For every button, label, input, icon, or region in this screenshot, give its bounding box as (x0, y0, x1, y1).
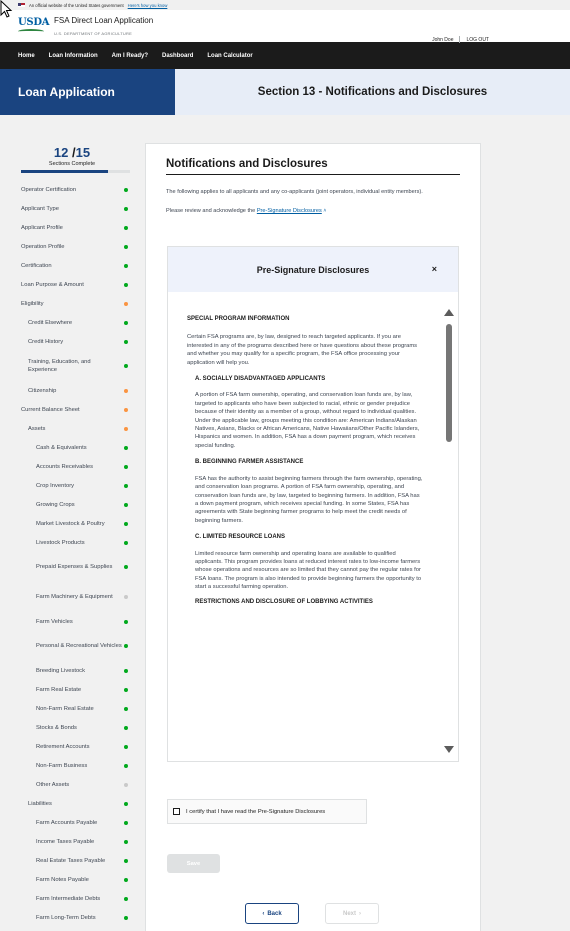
progress-bar-fill (21, 170, 108, 173)
sidebar-item-label: Farm Vehicles (36, 618, 73, 625)
department-name: U.S. DEPARTMENT OF AGRICULTURE (54, 31, 132, 36)
status-dot-icon (124, 688, 128, 692)
title-bar (0, 69, 570, 115)
status-dot-icon (124, 226, 128, 230)
disclosure-scrollbar[interactable] (444, 309, 453, 761)
back-button[interactable] (245, 903, 299, 924)
status-dot-icon (124, 802, 128, 806)
status-dot-icon (124, 745, 128, 749)
c-text: Limited resource farm ownership and operating loans are available to qualified applicants. This program provides loans at reduced interest rates to low-income farmers whose operations and resources are so limited that they cannot pay the regular rates for FSA loans. The program is also intended to provide beginning farmers the opportunity to start a successful farming operation. (195, 550, 422, 591)
sidebar-item[interactable] (0, 813, 144, 832)
status-dot-icon (124, 620, 128, 624)
sidebar-item-label: Credit History (28, 338, 64, 345)
back-label: Back (267, 910, 282, 917)
sidebar-item-label: Non-Farm Real Estate (36, 705, 94, 712)
sidebar-item[interactable] (0, 737, 144, 756)
sidebar-item-label: Certification (21, 262, 52, 269)
app-title: FSA Direct Loan Application (54, 16, 154, 25)
progress-total: 15 (75, 145, 91, 160)
nav-am-i-ready[interactable]: Am I Ready? (111, 52, 149, 59)
disclosure-body (187, 315, 423, 606)
c-heading: C. LIMITED RESOURCE LOANS (195, 534, 286, 541)
header-titles (54, 16, 153, 36)
section-sidebar (0, 115, 144, 927)
sidebar-item-label: Personal & Recreational Vehicles (36, 643, 122, 649)
sidebar-item-label: Applicant Profile (21, 224, 63, 231)
progress-count: 12 /15 (53, 145, 91, 160)
sidebar-item[interactable] (0, 661, 144, 680)
certify-checkbox[interactable] (173, 808, 180, 815)
sidebar-item[interactable] (0, 718, 144, 737)
sidebar-item-label: Liabilities (28, 800, 52, 807)
status-dot-icon (124, 302, 128, 306)
d-heading: RESTRICTIONS AND DISCLOSURE OF LOBBYING ACTIVITIES (195, 598, 373, 605)
sidebar-item-label: Other Assets (36, 781, 70, 788)
sidebar-item-label: Applicant Type (21, 205, 59, 212)
nav-dashboard[interactable]: Dashboard (162, 52, 194, 59)
usda-logo-text: USDA (18, 17, 50, 28)
site-header (0, 10, 570, 42)
status-dot-icon (124, 264, 128, 268)
status-dot-icon (124, 446, 128, 450)
review-line (166, 208, 460, 214)
sidebar-item-label: Growing Crops (36, 501, 75, 508)
status-dot-icon (124, 408, 128, 412)
sidebar-item[interactable] (0, 332, 144, 351)
special-text: Certain FSA programs are, by law, designed to reach targeted applicants. If you are interested in any of the programs described here or have questions about these programs and whether you may qualify for a specific program, the FSA office processing your application will help you. (187, 334, 418, 366)
b-heading: B. BEGINNING FARMER ASSISTANCE (195, 459, 304, 466)
progress-current: 12 (53, 145, 69, 160)
next-button[interactable] (325, 903, 379, 924)
sidebar-item-label: Operation Profile (21, 243, 65, 250)
sidebar-item-label: Training, Education, and Experience (28, 359, 91, 373)
usda-swoosh-icon (18, 29, 44, 34)
sidebar-item[interactable] (0, 351, 144, 381)
status-dot-icon (124, 389, 128, 393)
sidebar-item-label: Livestock Products (36, 539, 85, 546)
sidebar-item-label: Market Livestock & Poultry (36, 520, 105, 527)
sidebar-item-label: Farm Accounts Payable (36, 819, 98, 826)
status-dot-icon (124, 878, 128, 882)
sidebar-item[interactable] (0, 457, 144, 476)
sidebar-item-label: Real Estate Taxes Payable (36, 857, 106, 864)
sidebar-item[interactable] (0, 775, 144, 794)
us-flag-icon (18, 3, 25, 7)
pre-signature-disclosures-link[interactable]: Pre-Signature Disclosures (256, 208, 322, 214)
status-dot-icon (124, 783, 128, 787)
status-dot-icon (124, 522, 128, 526)
sidebar-item[interactable] (0, 680, 144, 699)
sidebar-item[interactable] (0, 256, 144, 275)
page-title: Loan Application (0, 69, 175, 115)
sidebar-item-label: Farm Machinery & Equipment (36, 594, 113, 600)
sidebar-item-label: Accounts Receivables (36, 463, 94, 470)
sidebar-item[interactable] (0, 514, 144, 533)
sidebar-item-label: Farm Intermediate Debts (36, 895, 101, 902)
special-heading: SPECIAL PROGRAM INFORMATION (187, 316, 290, 322)
sidebar-item-label: Current Balance Sheet (21, 406, 80, 413)
status-dot-icon (124, 644, 128, 648)
sidebar-item[interactable] (0, 612, 144, 631)
logout-link[interactable]: LOG OUT (466, 36, 489, 43)
sidebar-item[interactable] (0, 476, 144, 495)
sidebar-item[interactable] (0, 699, 144, 718)
status-dot-icon (124, 859, 128, 863)
nav-loan-calculator[interactable]: Loan Calculator (207, 52, 253, 59)
sidebar-item[interactable] (0, 419, 144, 438)
card-heading: Notifications and Disclosures (166, 144, 460, 175)
status-dot-icon (124, 897, 128, 901)
next-label: Next (342, 910, 356, 917)
status-dot-icon (124, 707, 128, 711)
certify-label: I certify that I have read the Pre-Signature Disclosures (186, 808, 326, 815)
sidebar-item-label: Non-Farm Business (36, 762, 88, 769)
sidebar-item-label: Citizenship (28, 387, 57, 394)
progress-bar (21, 170, 130, 173)
disclosure-panel (167, 246, 459, 762)
status-dot-icon (124, 465, 128, 469)
sidebar-item[interactable] (0, 237, 144, 256)
a-text: A portion of FSA farm ownership, operating, and conservation loan funds are, by law, targeted to applicants who have been subjected to racial, ethnic or gender prejudice because of their identity as a member of a group, without regard to individual qualities. Under the applicable law, groups meeting this condition are: American Indians/Alaskan Natives, Asians, Blacks or African Americans, Native Hawaiians/Other Pacific Islanders, Hispanics and women. In addition, FSA has a down payment program, which receives special funding. (195, 392, 420, 449)
sidebar-item-label: Farm Notes Payable (36, 876, 89, 883)
progress-label: Sections Complete (48, 161, 96, 167)
sidebar-item-label: Cash & Equivalents (36, 444, 87, 451)
sidebar-item[interactable] (0, 832, 144, 851)
nav-loan-information[interactable]: Loan Information (48, 52, 98, 59)
status-dot-icon (124, 321, 128, 325)
mouse-pointer-icon (0, 0, 14, 18)
chevron-up-icon: ˄ (323, 208, 327, 214)
sidebar-item-label: Breeding Livestock (36, 667, 85, 674)
sidebar-item-label: Income Taxes Payable (36, 838, 95, 845)
sidebar-item[interactable] (0, 275, 144, 294)
gov-banner (0, 0, 570, 10)
sidebar-item[interactable] (0, 851, 144, 870)
sidebar-item-label: Farm Long-Term Debts (36, 914, 96, 921)
main-card (145, 143, 481, 931)
status-dot-icon (124, 207, 128, 211)
status-dot-icon (124, 484, 128, 488)
sidebar-item-label: Operator Certification (21, 186, 77, 193)
status-dot-icon (124, 595, 128, 599)
chevron-left-icon: ‹ (262, 910, 265, 917)
sidebar-item[interactable] (0, 438, 144, 457)
status-dot-icon (124, 916, 128, 920)
b-text: FSA has the authority to assist beginning farmers through the farm ownership, operating, and conservation loan programs. A portion of FSA farm ownership, operating, and conservation loan funds are, by law, targeted to beginning farmers. In addition, FSA has a down payment program, which receives special funding. In some States, FSA has agreements with State beginning farmer programs to help meet the credit needs of beginning farmers. (195, 475, 423, 524)
status-dot-icon (124, 503, 128, 507)
sidebar-item-label: Credit Elsewhere (28, 319, 73, 326)
status-dot-icon (124, 565, 128, 569)
main-nav (0, 42, 570, 69)
sidebar-item[interactable] (0, 794, 144, 813)
status-dot-icon (124, 764, 128, 768)
sidebar-item[interactable] (0, 889, 144, 908)
scroll-up-icon[interactable] (444, 309, 454, 316)
content-area (0, 115, 570, 927)
status-dot-icon (124, 364, 128, 368)
review-prefix: Please review and acknowledge the (166, 208, 256, 214)
section-nav-list (0, 180, 144, 927)
sidebar-item-label: Prepaid Expenses & Supplies (36, 564, 113, 570)
sidebar-item-label: Farm Real Estate (36, 686, 82, 693)
section-title: Section 13 - Notifications and Disclosures (175, 69, 570, 115)
status-dot-icon (124, 283, 128, 287)
sidebar-item-label: Stocks & Bonds (36, 724, 77, 731)
intro-text: The following applies to all applicants and any co-applicants (joint operators, individual entity members). (166, 189, 423, 195)
sidebar-item[interactable] (0, 313, 144, 332)
sidebar-item[interactable] (0, 582, 144, 612)
status-dot-icon (124, 840, 128, 844)
gov-banner-text: An official website of the United States government (29, 2, 124, 8)
sidebar-item-label: Eligibility (21, 300, 44, 307)
status-dot-icon (124, 726, 128, 730)
sidebar-item-label: Crop Inventory (36, 482, 75, 489)
usda-logo[interactable] (18, 15, 50, 37)
sidebar-item[interactable] (0, 533, 144, 552)
a-heading: A. SOCIALLY DISADVANTAGED APPLICANTS (195, 376, 326, 383)
scroll-thumb[interactable] (446, 324, 452, 442)
status-dot-icon (124, 669, 128, 673)
sidebar-item[interactable] (0, 199, 144, 218)
sidebar-item[interactable] (0, 180, 144, 199)
sidebar-item[interactable] (0, 870, 144, 889)
status-dot-icon (124, 188, 128, 192)
heres-how-you-know-link[interactable]: Here's how you know (127, 2, 168, 8)
sidebar-item[interactable] (0, 495, 144, 514)
sidebar-item[interactable] (0, 631, 144, 661)
save-button[interactable]: Save (167, 854, 220, 873)
sidebar-item[interactable] (0, 552, 144, 582)
sidebar-item-label: Retirement Accounts (36, 743, 90, 750)
sidebar-item[interactable] (0, 381, 144, 400)
chevron-right-icon: › (359, 910, 361, 917)
nav-home[interactable]: Home (18, 52, 35, 59)
user-name: John Doe (432, 36, 454, 43)
sidebar-item[interactable] (0, 400, 144, 419)
status-dot-icon (124, 821, 128, 825)
disclosure-header (168, 247, 458, 292)
disclosure-title: Pre-Signature Disclosures (256, 264, 370, 275)
close-icon[interactable]: × (431, 264, 437, 274)
divider (459, 36, 460, 43)
scroll-down-icon[interactable] (444, 746, 454, 753)
status-dot-icon (124, 245, 128, 249)
progress-summary (0, 145, 144, 173)
sidebar-item-label: Assets (28, 425, 46, 432)
status-dot-icon (124, 541, 128, 545)
status-dot-icon (124, 427, 128, 431)
status-dot-icon (124, 340, 128, 344)
certify-checkbox-row[interactable] (167, 799, 367, 824)
sidebar-item[interactable] (0, 756, 144, 775)
sidebar-item[interactable] (0, 908, 144, 927)
sidebar-item[interactable] (0, 294, 144, 313)
sidebar-item[interactable] (0, 218, 144, 237)
user-area (432, 36, 489, 43)
sidebar-item-label: Loan Purpose & Amount (21, 281, 84, 288)
